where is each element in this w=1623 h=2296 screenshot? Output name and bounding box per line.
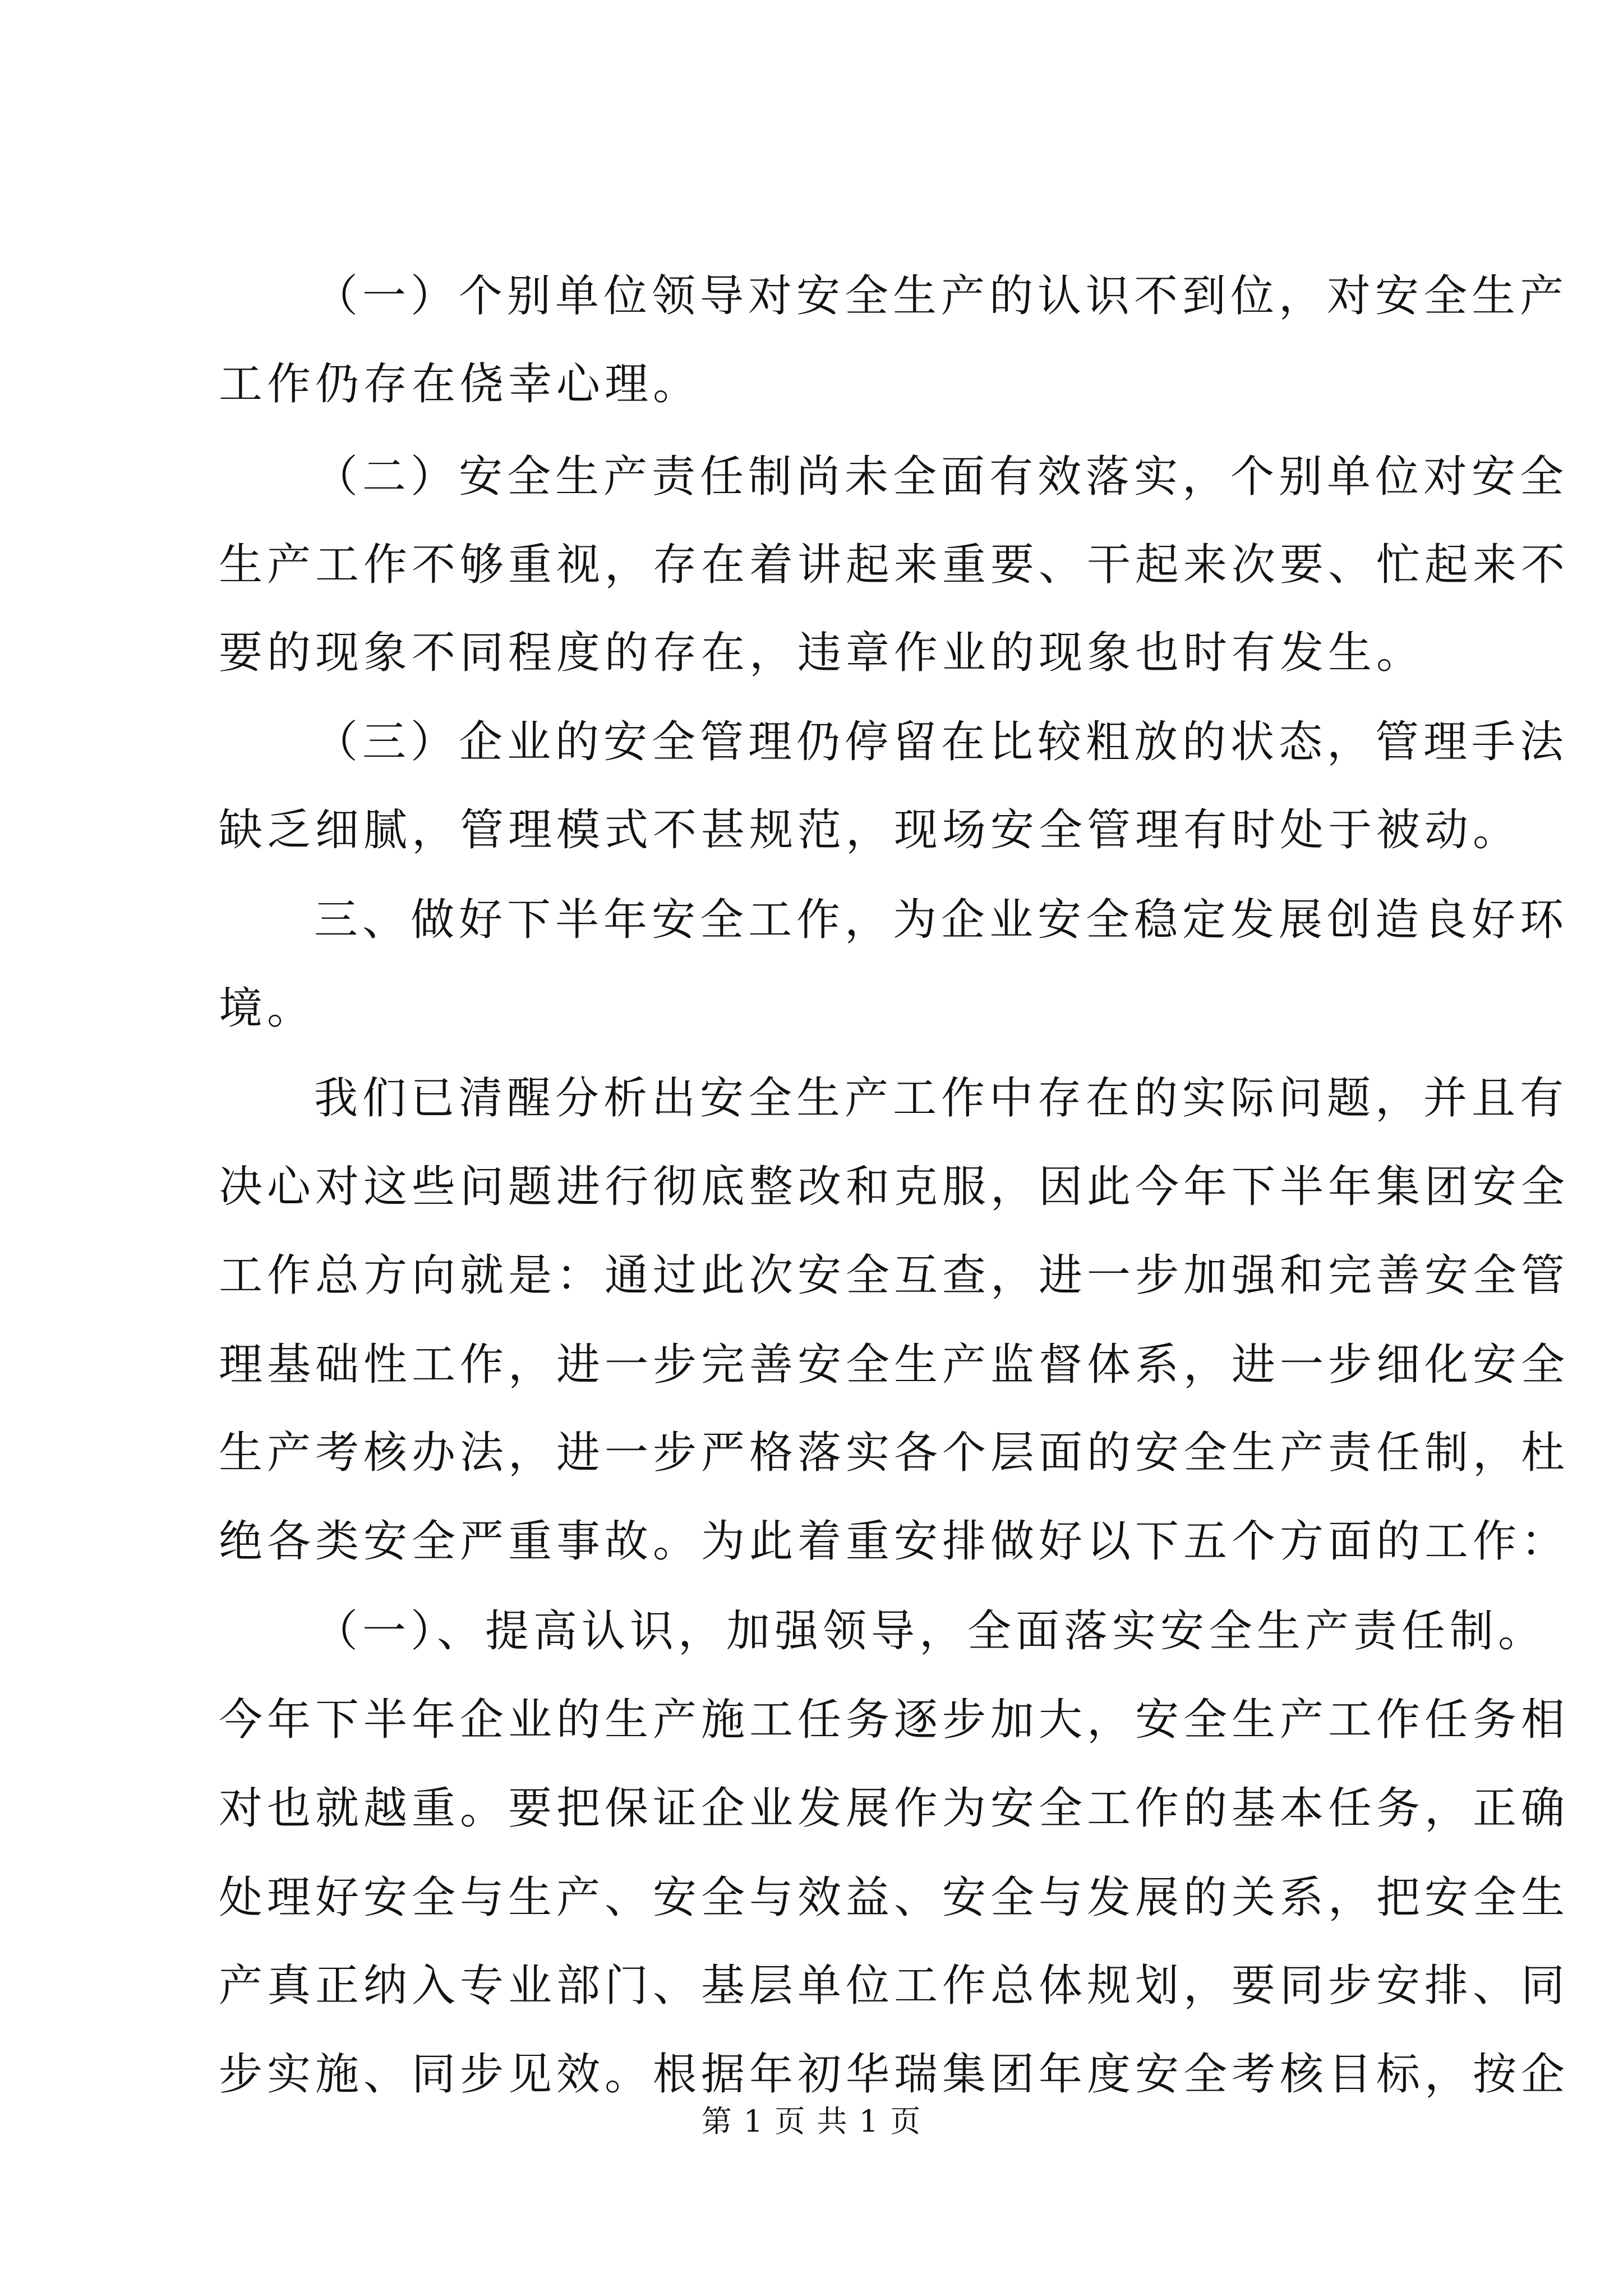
text-line: 工作仍存在侥幸心理。: [219, 359, 702, 409]
text-line: 今年下半年企业的生产施工任务逐步加大，安全生产工作任务相: [219, 1695, 1570, 1745]
text-line: （一）、提高认识，加强领导，全面落实安全生产责任制。: [314, 1606, 1547, 1657]
page-footer: 第 1 页 共 1 页: [701, 2104, 922, 2139]
text-line: 绝各类安全严重事故。为此着重安排做好以下五个方面的工作：: [219, 1516, 1570, 1567]
text-line: 产真正纳入专业部门、基层单位工作总体规划，要同步安排、同: [219, 1961, 1570, 2011]
text-line: 缺乏细腻，管理模式不甚规范，现场安全管理有时处于被动。: [219, 805, 1521, 855]
text-line: （三）企业的安全管理仍停留在比较粗放的状态，管理手法: [314, 717, 1569, 767]
text-line: （一）个别单位领导对安全生产的认识不到位，对安全生产: [314, 271, 1569, 321]
text-line: 三、做好下半年安全工作，为企业安全稳定发展创造良好环: [314, 895, 1569, 945]
text-line: 境。: [219, 983, 316, 1034]
text-line: 决心对这些问题进行彻底整改和克服，因此今年下半年集团安全: [219, 1162, 1570, 1212]
text-line: 理基础性工作，进一步完善安全生产监督体系，进一步细化安全: [219, 1340, 1570, 1390]
text-line: 生产考核办法，进一步严格落实各个层面的安全生产责任制，杜: [219, 1428, 1570, 1478]
text-line: （二）安全生产责任制尚未全面有效落实，个别单位对安全: [314, 452, 1569, 502]
text-line: 处理好安全与生产、安全与效益、安全与发展的关系，把安全生: [219, 1872, 1570, 1923]
text-line: 工作总方向就是：通过此次安全互查，进一步加强和完善安全管: [219, 1250, 1570, 1301]
text-line: 步实施、同步见效。根据年初华瑞集团年度安全考核目标，按企: [219, 2049, 1570, 2100]
text-line: 我们已清醒分析出安全生产工作中存在的实际问题，并且有: [314, 1073, 1569, 1124]
text-line: 生产工作不够重视，存在着讲起来重要、干起来次要、忙起来不: [219, 540, 1570, 590]
text-line: 要的现象不同程度的存在，违章作业的现象也时有发生。: [219, 628, 1425, 678]
text-line: 对也就越重。要把保证企业发展作为安全工作的基本任务，正确: [219, 1783, 1570, 1834]
